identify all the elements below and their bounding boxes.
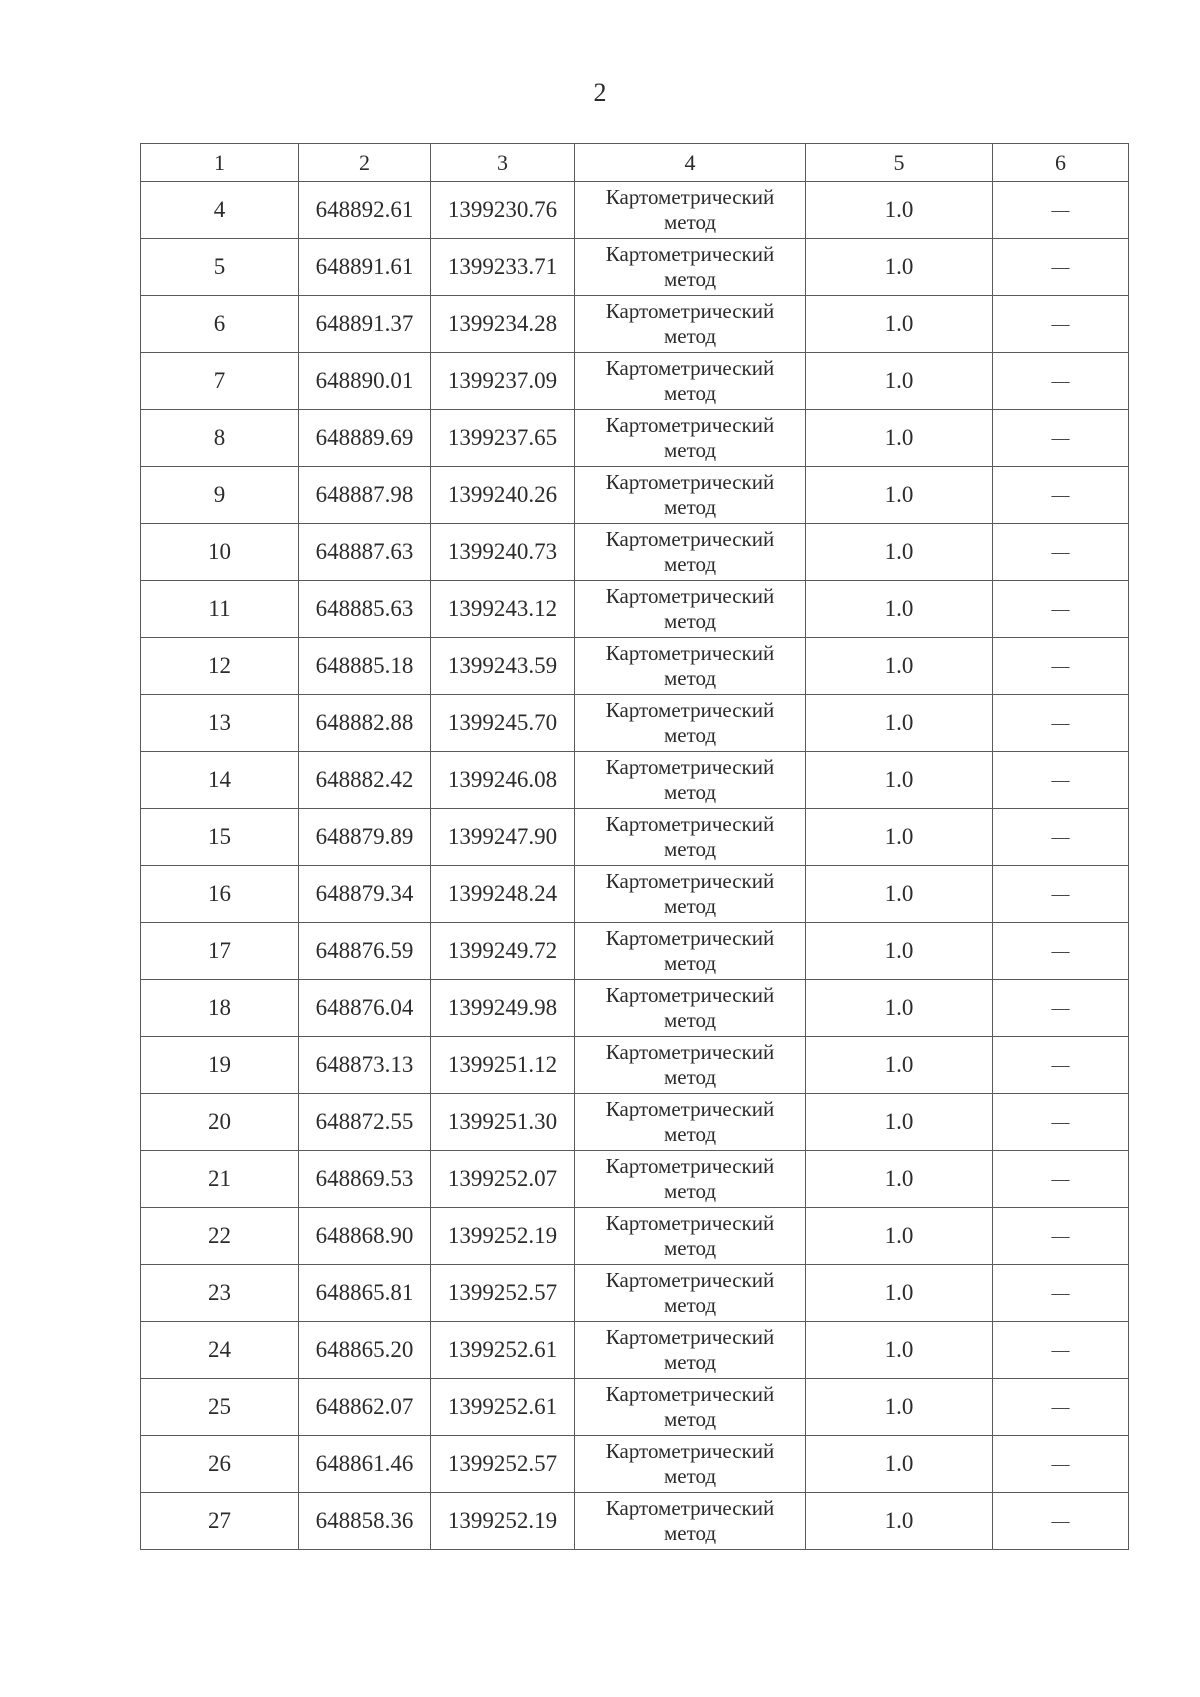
table-row: [141, 581, 1129, 638]
method-line-2: метод: [663, 1122, 717, 1146]
method-line-2: метод: [663, 381, 717, 405]
table-row: [141, 410, 1129, 467]
table-row: [141, 524, 1129, 581]
method-line-1: Картометрический: [605, 1325, 775, 1349]
x-coordinate-cell: 648887.63: [299, 524, 431, 581]
column-header-6: 6: [993, 144, 1129, 182]
point-number-cell: 22: [141, 1208, 299, 1265]
accuracy-cell: 1.0: [806, 923, 993, 980]
x-coordinate-cell: 648887.98: [299, 467, 431, 524]
accuracy-cell: 1.0: [806, 1493, 993, 1550]
method-cell: [575, 1037, 806, 1094]
point-number-cell: 15: [141, 809, 299, 866]
method-cell: [575, 695, 806, 752]
y-coordinate-cell: 1399240.26: [431, 467, 575, 524]
description-cell: —: [993, 1322, 1129, 1379]
x-coordinate-cell: 648892.61: [299, 182, 431, 239]
x-coordinate-cell: 648858.36: [299, 1493, 431, 1550]
x-coordinate-cell: 648865.20: [299, 1322, 431, 1379]
method-line-1: Картометрический: [605, 926, 775, 950]
table-row: [141, 239, 1129, 296]
accuracy-cell: 1.0: [806, 296, 993, 353]
x-coordinate-cell: 648890.01: [299, 353, 431, 410]
x-coordinate-cell: 648879.34: [299, 866, 431, 923]
page-number: 2: [593, 78, 607, 107]
x-coordinate-cell: 648862.07: [299, 1379, 431, 1436]
x-coordinate-cell: 648861.46: [299, 1436, 431, 1493]
accuracy-cell: 1.0: [806, 980, 993, 1037]
method-line-2: метод: [663, 609, 717, 633]
accuracy-cell: 1.0: [806, 1094, 993, 1151]
method-line-2: метод: [663, 666, 717, 690]
method-line-2: метод: [663, 951, 717, 975]
description-cell: —: [993, 752, 1129, 809]
accuracy-cell: 1.0: [806, 1322, 993, 1379]
y-coordinate-cell: 1399246.08: [431, 752, 575, 809]
table-row: [141, 638, 1129, 695]
method-line-2: метод: [663, 267, 717, 291]
method-cell: [575, 752, 806, 809]
y-coordinate-cell: 1399234.28: [431, 296, 575, 353]
method-line-1: Картометрический: [605, 1382, 775, 1406]
point-number-cell: 21: [141, 1151, 299, 1208]
point-number-cell: 6: [141, 296, 299, 353]
accuracy-cell: 1.0: [806, 581, 993, 638]
method-line-2: метод: [663, 552, 717, 576]
x-coordinate-cell: 648885.63: [299, 581, 431, 638]
method-line-2: метод: [663, 1350, 717, 1374]
method-cell: [575, 1322, 806, 1379]
point-number-cell: 26: [141, 1436, 299, 1493]
y-coordinate-cell: 1399247.90: [431, 809, 575, 866]
table-row: [141, 695, 1129, 752]
method-line-1: Картометрический: [605, 1268, 775, 1292]
table-row: [141, 809, 1129, 866]
method-line-1: Картометрический: [605, 527, 775, 551]
method-cell: [575, 980, 806, 1037]
method-line-2: метод: [663, 723, 717, 747]
description-cell: —: [993, 296, 1129, 353]
accuracy-cell: 1.0: [806, 410, 993, 467]
method-cell: [575, 866, 806, 923]
method-line-1: Картометрический: [605, 755, 775, 779]
accuracy-cell: 1.0: [806, 809, 993, 866]
x-coordinate-cell: 648891.61: [299, 239, 431, 296]
point-number-cell: 4: [141, 182, 299, 239]
x-coordinate-cell: 648872.55: [299, 1094, 431, 1151]
method-cell: [575, 1436, 806, 1493]
column-header-1: 1: [141, 144, 299, 182]
point-number-cell: 27: [141, 1493, 299, 1550]
x-coordinate-cell: 648873.13: [299, 1037, 431, 1094]
y-coordinate-cell: 1399252.07: [431, 1151, 575, 1208]
description-cell: —: [993, 1208, 1129, 1265]
table-row: [141, 1379, 1129, 1436]
point-number-cell: 11: [141, 581, 299, 638]
method-cell: [575, 1094, 806, 1151]
y-coordinate-cell: 1399251.12: [431, 1037, 575, 1094]
method-line-1: Картометрический: [605, 869, 775, 893]
accuracy-cell: 1.0: [806, 1379, 993, 1436]
method-cell: [575, 1379, 806, 1436]
y-coordinate-cell: 1399252.61: [431, 1322, 575, 1379]
method-line-1: Картометрический: [605, 1040, 775, 1064]
y-coordinate-cell: 1399237.65: [431, 410, 575, 467]
method-line-1: Картометрический: [605, 1097, 775, 1121]
description-cell: —: [993, 1094, 1129, 1151]
description-cell: —: [993, 980, 1129, 1037]
table-header-row: [141, 144, 1129, 182]
method-line-1: Картометрический: [605, 1496, 775, 1520]
column-header-5: 5: [806, 144, 993, 182]
method-line-2: метод: [663, 210, 717, 234]
description-cell: —: [993, 695, 1129, 752]
method-line-1: Картометрический: [605, 641, 775, 665]
method-cell: [575, 410, 806, 467]
table-row: [141, 980, 1129, 1037]
accuracy-cell: 1.0: [806, 467, 993, 524]
description-cell: —: [993, 1037, 1129, 1094]
table-row: [141, 182, 1129, 239]
method-cell: [575, 638, 806, 695]
point-number-cell: 7: [141, 353, 299, 410]
method-line-1: Картометрический: [605, 1439, 775, 1463]
method-line-2: метод: [663, 1179, 717, 1203]
point-number-cell: 17: [141, 923, 299, 980]
y-coordinate-cell: 1399252.19: [431, 1493, 575, 1550]
y-coordinate-cell: 1399243.59: [431, 638, 575, 695]
description-cell: —: [993, 1436, 1129, 1493]
method-line-2: метод: [663, 1236, 717, 1260]
method-cell: [575, 923, 806, 980]
description-cell: —: [993, 1493, 1129, 1550]
table-row: [141, 1436, 1129, 1493]
table-row: [141, 1094, 1129, 1151]
x-coordinate-cell: 648885.18: [299, 638, 431, 695]
point-number-cell: 5: [141, 239, 299, 296]
table-row: [141, 1037, 1129, 1094]
point-number-cell: 12: [141, 638, 299, 695]
y-coordinate-cell: 1399237.09: [431, 353, 575, 410]
accuracy-cell: 1.0: [806, 1265, 993, 1322]
method-line-2: метод: [663, 495, 717, 519]
method-cell: [575, 809, 806, 866]
method-cell: [575, 182, 806, 239]
point-number-cell: 8: [141, 410, 299, 467]
method-line-2: метод: [663, 324, 717, 348]
method-line-2: метод: [663, 1521, 717, 1545]
y-coordinate-cell: 1399243.12: [431, 581, 575, 638]
x-coordinate-cell: 648889.69: [299, 410, 431, 467]
method-cell: [575, 467, 806, 524]
y-coordinate-cell: 1399252.19: [431, 1208, 575, 1265]
x-coordinate-cell: 648882.42: [299, 752, 431, 809]
x-coordinate-cell: 648868.90: [299, 1208, 431, 1265]
table-row: [141, 1151, 1129, 1208]
accuracy-cell: 1.0: [806, 866, 993, 923]
accuracy-cell: 1.0: [806, 239, 993, 296]
y-coordinate-cell: 1399233.71: [431, 239, 575, 296]
method-line-1: Картометрический: [605, 185, 775, 209]
accuracy-cell: 1.0: [806, 1037, 993, 1094]
method-line-1: Картометрический: [605, 812, 775, 836]
y-coordinate-cell: 1399230.76: [431, 182, 575, 239]
accuracy-cell: 1.0: [806, 1208, 993, 1265]
point-number-cell: 14: [141, 752, 299, 809]
method-line-2: метод: [663, 837, 717, 861]
table-row: [141, 752, 1129, 809]
accuracy-cell: 1.0: [806, 353, 993, 410]
table-row: [141, 923, 1129, 980]
x-coordinate-cell: 648865.81: [299, 1265, 431, 1322]
accuracy-cell: 1.0: [806, 638, 993, 695]
method-cell: [575, 1265, 806, 1322]
method-line-2: метод: [663, 894, 717, 918]
column-header-3: 3: [431, 144, 575, 182]
method-line-2: метод: [663, 1464, 717, 1488]
method-cell: [575, 581, 806, 638]
method-cell: [575, 1493, 806, 1550]
y-coordinate-cell: 1399252.61: [431, 1379, 575, 1436]
description-cell: —: [993, 182, 1129, 239]
column-header-4: 4: [575, 144, 806, 182]
description-cell: —: [993, 239, 1129, 296]
description-cell: —: [993, 1379, 1129, 1436]
method-line-2: метод: [663, 1008, 717, 1032]
description-cell: —: [993, 638, 1129, 695]
accuracy-cell: 1.0: [806, 524, 993, 581]
point-number-cell: 16: [141, 866, 299, 923]
point-number-cell: 18: [141, 980, 299, 1037]
x-coordinate-cell: 648876.59: [299, 923, 431, 980]
method-cell: [575, 239, 806, 296]
method-line-1: Картометрический: [605, 413, 775, 437]
table-row: [141, 1322, 1129, 1379]
y-coordinate-cell: 1399240.73: [431, 524, 575, 581]
y-coordinate-cell: 1399251.30: [431, 1094, 575, 1151]
y-coordinate-cell: 1399249.72: [431, 923, 575, 980]
description-cell: —: [993, 467, 1129, 524]
x-coordinate-cell: 648882.88: [299, 695, 431, 752]
table-row: [141, 1265, 1129, 1322]
point-number-cell: 20: [141, 1094, 299, 1151]
table-row: [141, 353, 1129, 410]
method-line-1: Картометрический: [605, 1211, 775, 1235]
accuracy-cell: 1.0: [806, 695, 993, 752]
method-line-1: Картометрический: [605, 356, 775, 380]
x-coordinate-cell: 648879.89: [299, 809, 431, 866]
x-coordinate-cell: 648869.53: [299, 1151, 431, 1208]
description-cell: —: [993, 1265, 1129, 1322]
description-cell: —: [993, 1151, 1129, 1208]
method-line-2: метод: [663, 1065, 717, 1089]
description-cell: —: [993, 809, 1129, 866]
x-coordinate-cell: 648891.37: [299, 296, 431, 353]
y-coordinate-cell: 1399248.24: [431, 866, 575, 923]
method-cell: [575, 353, 806, 410]
y-coordinate-cell: 1399252.57: [431, 1436, 575, 1493]
x-coordinate-cell: 648876.04: [299, 980, 431, 1037]
y-coordinate-cell: 1399245.70: [431, 695, 575, 752]
method-cell: [575, 296, 806, 353]
coordinates-table: [140, 143, 1129, 1550]
description-cell: —: [993, 524, 1129, 581]
description-cell: —: [993, 581, 1129, 638]
method-cell: [575, 1151, 806, 1208]
description-cell: —: [993, 410, 1129, 467]
method-line-1: Картометрический: [605, 1154, 775, 1178]
table-row: [141, 1208, 1129, 1265]
method-line-1: Картометрический: [605, 584, 775, 608]
table-row: [141, 1493, 1129, 1550]
description-cell: —: [993, 866, 1129, 923]
method-line-2: метод: [663, 1407, 717, 1431]
method-line-1: Картометрический: [605, 470, 775, 494]
table-row: [141, 866, 1129, 923]
y-coordinate-cell: 1399252.57: [431, 1265, 575, 1322]
point-number-cell: 9: [141, 467, 299, 524]
table-row: [141, 467, 1129, 524]
table-body: [141, 182, 1129, 1550]
point-number-cell: 23: [141, 1265, 299, 1322]
point-number-cell: 10: [141, 524, 299, 581]
method-line-2: метод: [663, 438, 717, 462]
accuracy-cell: 1.0: [806, 752, 993, 809]
method-line-2: метод: [663, 780, 717, 804]
description-cell: —: [993, 923, 1129, 980]
method-cell: [575, 524, 806, 581]
method-line-1: Картометрический: [605, 299, 775, 323]
point-number-cell: 25: [141, 1379, 299, 1436]
method-line-1: Картометрический: [605, 698, 775, 722]
accuracy-cell: 1.0: [806, 182, 993, 239]
y-coordinate-cell: 1399249.98: [431, 980, 575, 1037]
point-number-cell: 24: [141, 1322, 299, 1379]
method-cell: [575, 1208, 806, 1265]
description-cell: —: [993, 353, 1129, 410]
point-number-cell: 19: [141, 1037, 299, 1094]
table-row: [141, 296, 1129, 353]
method-line-1: Картометрический: [605, 242, 775, 266]
point-number-cell: 13: [141, 695, 299, 752]
accuracy-cell: 1.0: [806, 1436, 993, 1493]
method-line-1: Картометрический: [605, 983, 775, 1007]
column-header-2: 2: [299, 144, 431, 182]
method-line-2: метод: [663, 1293, 717, 1317]
accuracy-cell: 1.0: [806, 1151, 993, 1208]
